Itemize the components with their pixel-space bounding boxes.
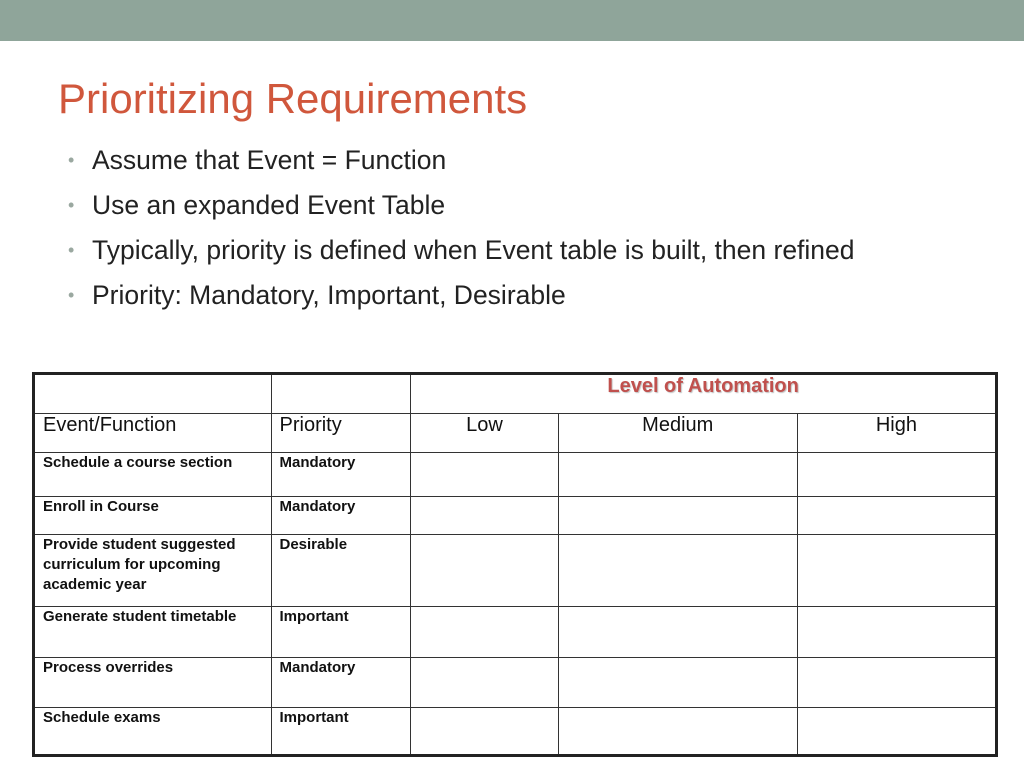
bullet-item bbox=[66, 232, 946, 269]
bullet-icon: • bbox=[68, 285, 75, 305]
medium-cell bbox=[558, 708, 797, 756]
level-of-automation-header bbox=[411, 374, 997, 414]
priority-cell: Mandatory bbox=[271, 658, 411, 708]
high-cell bbox=[797, 497, 996, 535]
slide-title: Prioritizing Requirements bbox=[58, 75, 528, 122]
high-cell bbox=[797, 453, 996, 497]
high-cell bbox=[797, 658, 996, 708]
bullet-text: Assume that Event = Function bbox=[92, 145, 447, 175]
bullet-icon: • bbox=[68, 195, 75, 215]
low-cell bbox=[411, 497, 558, 535]
low-cell bbox=[411, 658, 558, 708]
column-header-priority: Priority bbox=[271, 414, 411, 453]
high-cell bbox=[797, 708, 996, 756]
event-table bbox=[32, 372, 998, 757]
event-cell: Generate student timetable bbox=[34, 607, 272, 658]
table-column-header-row bbox=[34, 414, 997, 453]
low-cell bbox=[411, 535, 558, 607]
low-cell bbox=[411, 708, 558, 756]
high-cell bbox=[797, 607, 996, 658]
table-row bbox=[34, 607, 997, 658]
top-accent-bar bbox=[0, 0, 1024, 41]
column-header-event: Event/Function bbox=[34, 414, 272, 453]
column-header-high: High bbox=[797, 414, 996, 453]
level-of-automation-label: Level of Automation bbox=[607, 375, 799, 397]
priority-cell: Important bbox=[271, 607, 411, 658]
bullet-item bbox=[66, 142, 946, 179]
table-row bbox=[34, 708, 997, 756]
priority-cell: Mandatory bbox=[271, 497, 411, 535]
column-header-medium: Medium bbox=[558, 414, 797, 453]
bullet-item bbox=[66, 187, 946, 224]
medium-cell bbox=[558, 658, 797, 708]
bullet-icon: • bbox=[68, 150, 75, 170]
table-cell-empty bbox=[34, 374, 272, 414]
low-cell bbox=[411, 607, 558, 658]
event-cell: Enroll in Course bbox=[34, 497, 272, 535]
column-header-low: Low bbox=[411, 414, 558, 453]
medium-cell bbox=[558, 607, 797, 658]
high-cell bbox=[797, 535, 996, 607]
table-cell-empty bbox=[271, 374, 411, 414]
table-row bbox=[34, 497, 997, 535]
event-cell: Schedule exams bbox=[34, 708, 272, 756]
table-group-header-row bbox=[34, 374, 997, 414]
bullet-text: Priority: Mandatory, Important, Desirable bbox=[92, 280, 566, 310]
bullet-list bbox=[66, 142, 946, 322]
table-row bbox=[34, 535, 997, 607]
bullet-text: Use an expanded Event Table bbox=[92, 190, 446, 220]
table-row bbox=[34, 453, 997, 497]
event-cell: Process overrides bbox=[34, 658, 272, 708]
medium-cell bbox=[558, 497, 797, 535]
bullet-text: Typically, priority is defined when Event table is built, then refined bbox=[92, 235, 855, 265]
table-row bbox=[34, 658, 997, 708]
bullet-item bbox=[66, 277, 946, 314]
medium-cell bbox=[558, 535, 797, 607]
low-cell bbox=[411, 453, 558, 497]
event-cell: Provide student suggested curriculum for upcoming academic year bbox=[34, 535, 272, 607]
event-cell: Schedule a course section bbox=[34, 453, 272, 497]
priority-cell: Important bbox=[271, 708, 411, 756]
priority-cell: Desirable bbox=[271, 535, 411, 607]
medium-cell bbox=[558, 453, 797, 497]
bullet-icon: • bbox=[68, 240, 75, 260]
priority-cell: Mandatory bbox=[271, 453, 411, 497]
